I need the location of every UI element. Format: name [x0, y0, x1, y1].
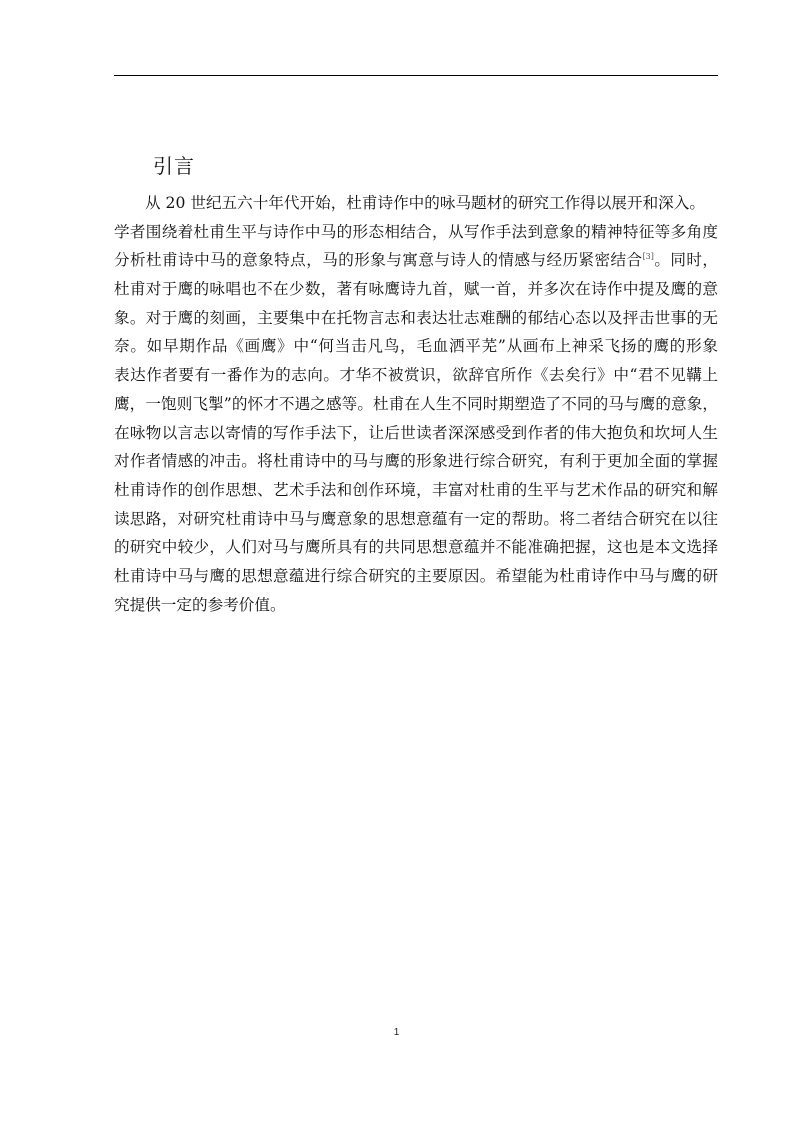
paragraph-line: 在咏物以言志以寄情的写作手法下，让后世读者深深感受到作者的伟大抱负和坎坷人生: [114, 423, 718, 442]
paragraph-line: 杜甫诗中马与鹰的思想意蕴进行综合研究的主要原因。希望能为杜甫诗作中马与鹰的研: [114, 566, 718, 585]
page-number: 1: [393, 1027, 400, 1038]
citation-marker: [3]: [642, 252, 654, 262]
paragraph-line: 杜甫诗作的创作思想、艺术手法和创作环境，丰富对杜甫的生平与艺术作品的研究和解: [114, 480, 718, 499]
paragraph-line: 读思路，对研究杜甫诗中马与鹰意象的思想意蕴有一定的帮助。将二者结合研究在以往: [114, 509, 718, 528]
paragraph-line: 从 20 世纪五六十年代开始，杜甫诗作中的咏马题材的研究工作得以展开和深入。: [145, 194, 705, 212]
paragraph-line: 杜甫对于鹰的咏唱也不在少数，著有咏鹰诗九首，赋一首，并多次在诗作中提及鹰的意: [114, 280, 718, 299]
paragraph-line: 鹰，一饱则飞掣”的怀才不遇之感等。杜甫在人生不同时期塑造了不同的马与鹰的意象，: [114, 394, 718, 413]
paragraph-line: 表达作者要有一番作为的志向。才华不被赏识，欲辞官所作《去矣行》中“君不见鞲上: [114, 366, 718, 385]
paragraph-line: 象。对于鹰的刻画，主要集中在托物言志和表达壮志难酬的郁结心态以及抨击世事的无: [114, 308, 718, 327]
paragraph-line: [114, 246, 718, 275]
body-paragraph: [114, 189, 718, 619]
paragraph-line: 奈。如早期作品《画鹰》中“何当击凡鸟，毛血洒平芜”从画布上神采飞扬的鹰的形象: [114, 337, 718, 356]
paragraph-line: 究提供一定的参考价值。: [114, 595, 286, 614]
section-heading: 引言: [153, 154, 195, 178]
paragraph-line: 学者围绕着杜甫生平与诗作中马的形态相结合，从写作手法到意象的精神特征等多角度: [114, 222, 718, 241]
header-rule: [114, 75, 718, 76]
paragraph-line: 的研究中较少，人们对马与鹰所具有的共同思想意蕴并不能准确把握，这也是本文选择: [114, 538, 718, 557]
paragraph-line-text: 分析杜甫诗中马的意象特点，马的形象与寓意与诗人的情感与经历紧密结合: [114, 251, 643, 270]
paragraph-line: 对作者情感的冲击。将杜甫诗中的马与鹰的形象进行综合研究，有利于更加全面的掌握: [114, 452, 718, 471]
paragraph-line-tail: 。同时，: [653, 251, 718, 270]
